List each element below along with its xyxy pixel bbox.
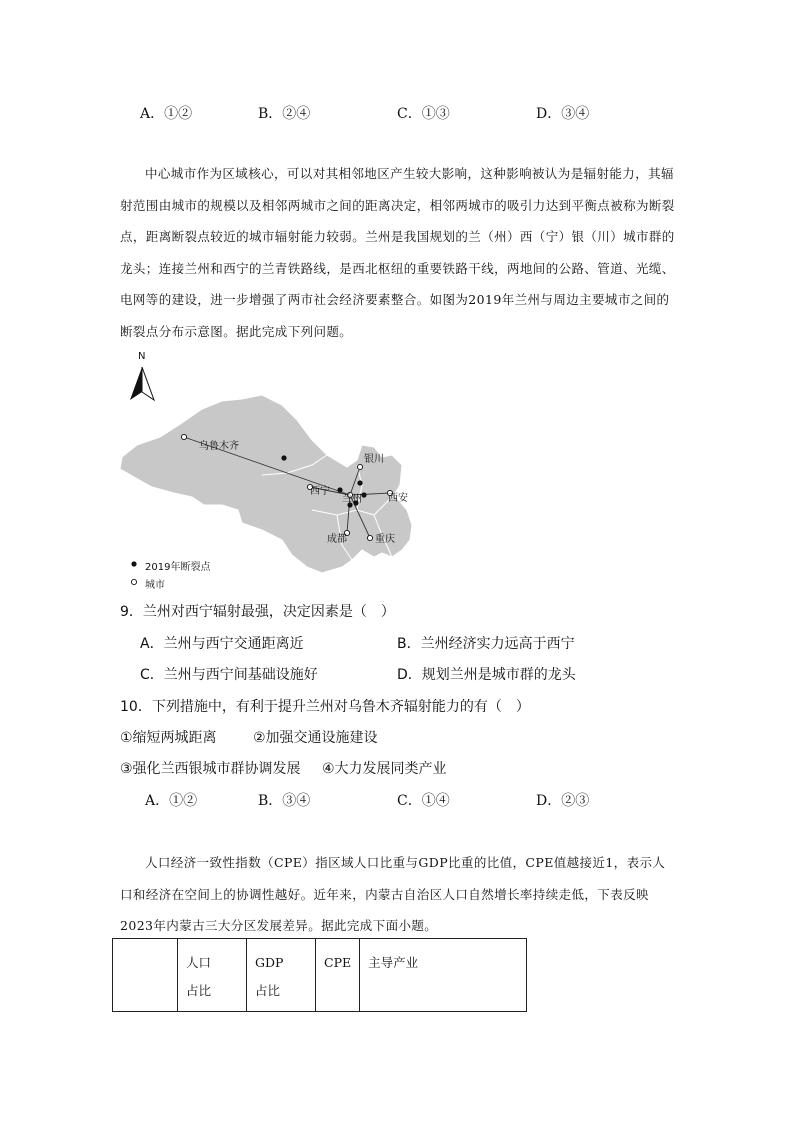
q10-option-b: B．③④	[258, 793, 311, 809]
city-marker	[181, 434, 186, 439]
north-arrow-icon	[130, 367, 142, 400]
legend-breakpoint-icon	[131, 561, 136, 566]
breakpoint-marker	[361, 492, 366, 497]
breakpoint-marker	[337, 487, 342, 492]
city-marker	[367, 535, 372, 540]
q10-option-a: A．①②	[145, 793, 198, 809]
city-marker	[357, 464, 362, 469]
north-label: N	[138, 351, 146, 362]
city-label-lanzhou: 兰州	[342, 494, 362, 505]
q10-item-3: ③强化兰西银城市群协调发展	[120, 761, 301, 777]
city-label-xining: 西宁	[310, 486, 330, 497]
q9-option-c: C．兰州与西宁间基础设施好	[140, 667, 318, 683]
q9-option-b: B．兰州经济实力远高于西宁	[397, 636, 575, 652]
legend-city-label: 城市	[145, 580, 165, 591]
table-header-cpe	[316, 939, 360, 1012]
region-shape	[120, 395, 412, 573]
legend-city-icon	[131, 579, 136, 584]
q9-option-a: A．兰州与西宁交通距离近	[140, 636, 304, 652]
table-header-population-text: 人口占比	[186, 955, 212, 998]
table-header-cpe-text: CPE	[324, 955, 352, 970]
passage-1: 中心城市作为区域核心，可以对其相邻地区产生较大影响，这种影响被认为是辐射能力，其辐射范围由城市的规模以及相邻两城市之间的距离决定，相邻两城市的吸引力达到平衡点被称为断裂点，距离断裂点较近的城市辐射能力较弱。兰州是我国规划的兰（州）西（宁）银（川）城市群的龙头；连接兰州和西宁的兰青铁路线，是西北枢纽的重要铁路干线，两地间的公路、管道、光缆、电网等的建设，进一步增强了两市社会经济要素整合。如图为2019年兰州与周边主要城市之间的断裂点分布示意图。据此完成下列问题。	[120, 166, 675, 339]
table-header-industry-text: 主导产业	[368, 955, 419, 970]
legend-breakpoint-label: 2019年断裂点	[145, 562, 211, 573]
legend-symbols	[128, 558, 140, 592]
breakpoint-marker	[357, 480, 362, 485]
table-header-blank	[113, 939, 178, 1012]
option-b-prev: B．②④	[258, 106, 311, 122]
option-c-prev: C．①③	[397, 106, 450, 122]
data-table	[112, 938, 527, 1012]
question-9-stem: 9．兰州对西宁辐射最强，决定因素是（ ）	[120, 604, 395, 620]
q10-item-4: ④大力发展同类产业	[322, 761, 447, 777]
q10-item-2: ②加强交通设施建设	[253, 730, 378, 746]
option-d-prev: D．③④	[536, 106, 590, 122]
city-label-urumqi: 乌鲁木齐	[199, 441, 239, 452]
q9-option-d: D．规划兰州是城市群的龙头	[397, 667, 576, 683]
q10-option-d: D．②③	[536, 793, 590, 809]
passage-2: 人口经济一致性指数（CPE）指区域人口比重与GDP比重的比值，CPE值越接近1，表示人口和经济在空间上的协调性越好。近年来，内蒙古自治区人口自然增长率持续走低，下表反映2023年内蒙古三大分区发展差异。据此完成下面小题。	[120, 855, 666, 933]
table-header-industry	[360, 939, 527, 1012]
city-label-chongqing: 重庆	[375, 534, 395, 545]
q10-option-c: C．①④	[397, 793, 450, 809]
option-a-prev: A．①②	[140, 106, 193, 122]
question-10-stem: 10．下列措施中，有利于提升兰州对乌鲁木齐辐射能力的有（ ）	[120, 699, 530, 715]
table-header-population	[178, 939, 247, 1012]
breakpoint-marker	[281, 455, 286, 460]
table-header-gdp-text: GDP 占比	[255, 955, 284, 998]
table-header-gdp	[247, 939, 316, 1012]
city-label-xian: 西安	[388, 493, 408, 504]
city-label-chengdu: 成都	[327, 534, 347, 545]
q10-item-1: ①缩短两城距离	[120, 730, 217, 746]
city-label-yinchuan: 银川	[364, 454, 384, 465]
